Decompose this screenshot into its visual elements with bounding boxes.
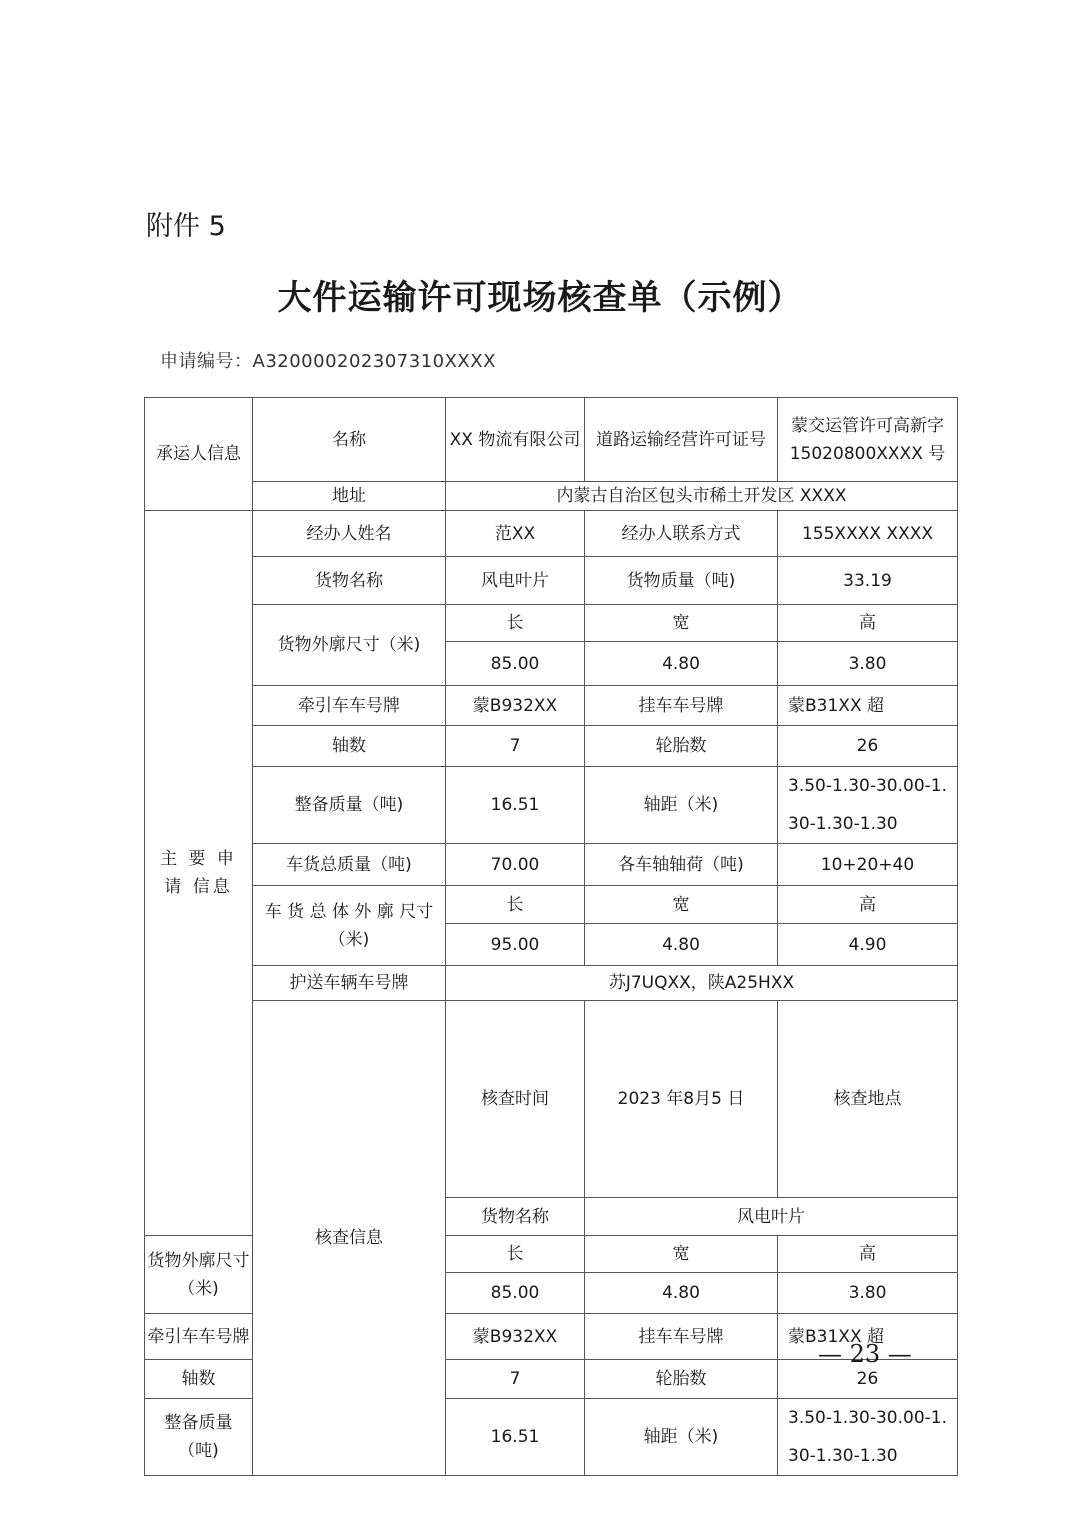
application-number: A320000202307310XXXX <box>252 351 496 372</box>
inspection-axles-label: 轴数 <box>145 1360 253 1399</box>
cargo-mass-value: 33.19 <box>778 557 958 605</box>
inspection-axles-value: 7 <box>446 1360 585 1399</box>
inspection-wheelbase-value: 3.50-1.30-30.00-1.30-1.30-1.30 <box>778 1399 958 1476</box>
wheelbase-label: 轴距（米) <box>585 767 778 844</box>
inspection-curb-label: 整备质量（吨) <box>145 1399 253 1476</box>
curb-mass-label: 整备质量（吨) <box>253 767 446 844</box>
inspection-section-label: 核查信息 <box>253 1001 446 1476</box>
table-row <box>145 557 958 605</box>
inspection-trailer-label: 挂车车号牌 <box>585 1314 778 1360</box>
cargo-width-value: 4.80 <box>585 642 778 686</box>
total-height-value: 4.90 <box>778 924 958 966</box>
address-label: 地址 <box>253 482 446 511</box>
trailer-plate-value: 蒙B31XX 超 <box>778 686 958 726</box>
inspection-dims-label: 货物外廓尺寸（米) <box>145 1236 253 1314</box>
table-row <box>145 398 958 482</box>
main-section-label: 主 要 申 请 信息 <box>145 511 253 1236</box>
table-row <box>145 886 958 924</box>
table-row <box>145 966 958 1001</box>
inspection-form-table <box>144 397 958 1476</box>
trailer-plate-label: 挂车车号牌 <box>585 686 778 726</box>
tires-value: 26 <box>778 726 958 767</box>
carrier-section-label: 承运人信息 <box>145 398 253 511</box>
table-row <box>145 605 958 642</box>
license-value: 蒙交运管许可高新字 15020800XXXX 号 <box>778 398 958 482</box>
inspection-tractor-value: 蒙B932XX <box>446 1314 585 1360</box>
table-row <box>145 767 958 844</box>
width-header: 宽 <box>585 1236 778 1273</box>
height-header: 高 <box>778 886 958 924</box>
length-header: 长 <box>446 1236 585 1273</box>
table-row <box>145 844 958 886</box>
license-label: 道路运输经营许可证号 <box>585 398 778 482</box>
cargo-dims-label: 货物外廓尺寸（米) <box>253 605 446 686</box>
cargo-name-label: 货物名称 <box>253 557 446 605</box>
inspection-cargo-label: 货物名称 <box>446 1198 585 1236</box>
gross-mass-label: 车货总质量（吨) <box>253 844 446 886</box>
cargo-mass-label: 货物质量（吨) <box>585 557 778 605</box>
table-row <box>145 482 958 511</box>
axles-label: 轴数 <box>253 726 446 767</box>
axles-value: 7 <box>446 726 585 767</box>
application-number-label: 申请编号： <box>160 351 253 372</box>
carrier-name-label: 名称 <box>253 398 446 482</box>
height-header: 高 <box>778 605 958 642</box>
address-value: 内蒙古自治区包头市稀土开发区 XXXX <box>446 482 958 511</box>
inspection-tires-label: 轮胎数 <box>585 1360 778 1399</box>
width-header: 宽 <box>585 605 778 642</box>
curb-mass-value: 16.51 <box>446 767 585 844</box>
escort-plate-value: 苏J7UQXX，陕A25HXX <box>446 966 958 1001</box>
total-length-value: 95.00 <box>446 924 585 966</box>
tires-label: 轮胎数 <box>585 726 778 767</box>
agent-contact-value: 155XXXX XXXX <box>778 511 958 557</box>
table-row <box>145 686 958 726</box>
gross-mass-value: 70.00 <box>446 844 585 886</box>
inspection-time-value: 2023 年8月5 日 <box>585 1001 778 1198</box>
inspection-tires-value: 26 <box>778 1360 958 1399</box>
total-width-value: 4.80 <box>585 924 778 966</box>
inspection-length-value: 85.00 <box>446 1273 585 1314</box>
axle-load-label: 各车轴轴荷（吨) <box>585 844 778 886</box>
total-dims-label: 车 货 总 体 外 廓 尺寸（米) <box>253 886 446 966</box>
inspection-tractor-label: 牵引车车号牌 <box>145 1314 253 1360</box>
inspection-place-label: 核查地点 <box>778 1001 958 1198</box>
inspection-curb-value: 16.51 <box>446 1399 585 1476</box>
document-title: 大件运输许可现场核查单（示例） <box>277 278 803 318</box>
attachment-label: 附件 5 <box>146 211 226 242</box>
agent-name-label: 经办人姓名 <box>253 511 446 557</box>
inspection-cargo-value: 风电叶片 <box>585 1198 958 1236</box>
escort-plate-label: 护送车辆车号牌 <box>253 966 446 1001</box>
length-header: 长 <box>446 605 585 642</box>
agent-name-value: 范XX <box>446 511 585 557</box>
table-row <box>145 511 958 557</box>
carrier-name-value: XX 物流有限公司 <box>446 398 585 482</box>
table-row <box>145 1001 958 1198</box>
inspection-wheelbase-label: 轴距（米) <box>585 1399 778 1476</box>
inspection-height-value: 3.80 <box>778 1273 958 1314</box>
wheelbase-value: 3.50-1.30-30.00-1.30-1.30-1.30 <box>778 767 958 844</box>
agent-contact-label: 经办人联系方式 <box>585 511 778 557</box>
tractor-plate-value: 蒙B932XX <box>446 686 585 726</box>
inspection-trailer-value: 蒙B31XX 超 <box>778 1314 958 1360</box>
application-number-line <box>160 347 496 373</box>
height-header: 高 <box>778 1236 958 1273</box>
axle-load-value: 10+20+40 <box>778 844 958 886</box>
table-row <box>145 726 958 767</box>
tractor-plate-label: 牵引车车号牌 <box>253 686 446 726</box>
inspection-width-value: 4.80 <box>585 1273 778 1314</box>
page-number: — 23 — <box>818 1340 912 1368</box>
cargo-height-value: 3.80 <box>778 642 958 686</box>
inspection-time-label: 核查时间 <box>446 1001 585 1198</box>
cargo-name-value: 风电叶片 <box>446 557 585 605</box>
length-header: 长 <box>446 886 585 924</box>
cargo-length-value: 85.00 <box>446 642 585 686</box>
width-header: 宽 <box>585 886 778 924</box>
